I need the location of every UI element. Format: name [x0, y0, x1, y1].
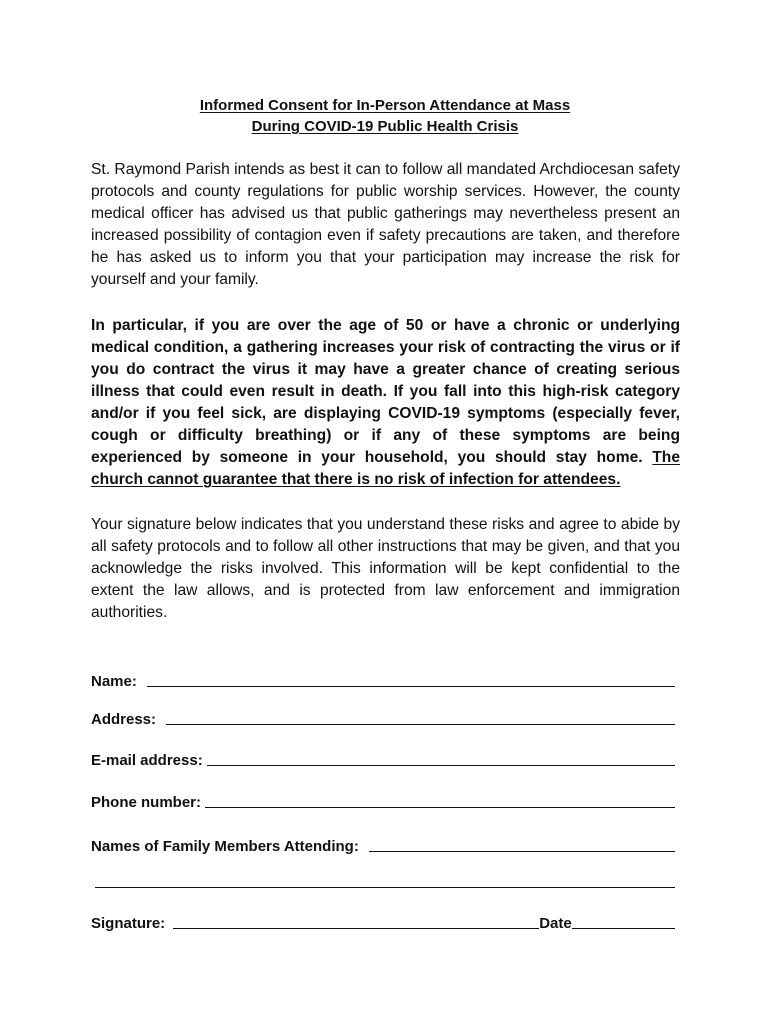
family-members-label: Names of Family Members Attending: [91, 838, 359, 855]
address-row [91, 706, 675, 728]
title-line-2: During COVID-19 Public Health Crisis [251, 118, 519, 135]
family-members-field[interactable] [369, 851, 675, 852]
email-row [91, 747, 675, 769]
document-title [90, 95, 680, 137]
family-members-field-continued[interactable] [95, 887, 675, 888]
family-members-row [91, 833, 675, 855]
risk-warning-text: In particular, if you are over the age of 50 or have a chronic or underlying medical condition, a gathering increases your risk of contracting the virus or if you do contract the virus it may have a greater chance of creating serious illness that could even result in death. If you fall into this high-risk category and/or if you feel sick, are displaying COVID-19 symptoms (especially fever, cough or difficulty breathing) or if any of these symptoms are being experienced by someone in your household, you should stay home. [91, 317, 680, 466]
family-members-continuation-row [91, 869, 675, 891]
signature-label: Signature: [91, 915, 166, 932]
phone-label: Phone number: [91, 794, 202, 811]
date-label: Date [539, 915, 572, 932]
name-label: Name: [91, 673, 137, 690]
intro-paragraph: St. Raymond Parish intends as best it can to follow all mandated Archdiocesan safety protocols and county regulations for public worship services. However, the county medical officer has advised us that public gatherings may nevertheless present an increased possibility of contagion even if safety precautions are taken, and therefore he has asked us to inform you that your participation may increase the risk for yourself and your family. [91, 161, 680, 288]
no-guarantee-statement: The church cannot guarantee that there is no risk of infection for attendees. [91, 449, 680, 488]
name-field[interactable] [147, 686, 675, 687]
phone-row [91, 789, 675, 811]
acknowledgement-paragraph: Your signature below indicates that you understand these risks and agree to abide by all safety protocols and to follow all other instructions that may be given, and that you acknowledge the risks involved. This information will be kept confidential to the extent the law allows, and is protected from law enforcement and immigration authorities. [91, 516, 680, 621]
date-field[interactable] [572, 928, 675, 929]
attendee-form [91, 668, 675, 932]
email-label: E-mail address: [91, 752, 203, 769]
address-label: Address: [91, 711, 157, 728]
address-field[interactable] [166, 724, 675, 725]
title-line-1: Informed Consent for In-Person Attendance at Mass [199, 97, 571, 114]
name-row [91, 668, 675, 690]
email-field[interactable] [207, 765, 675, 766]
phone-field[interactable] [205, 807, 675, 808]
signature-row [91, 910, 675, 932]
signature-field[interactable] [173, 928, 539, 929]
risk-warning-paragraph [91, 315, 680, 491]
